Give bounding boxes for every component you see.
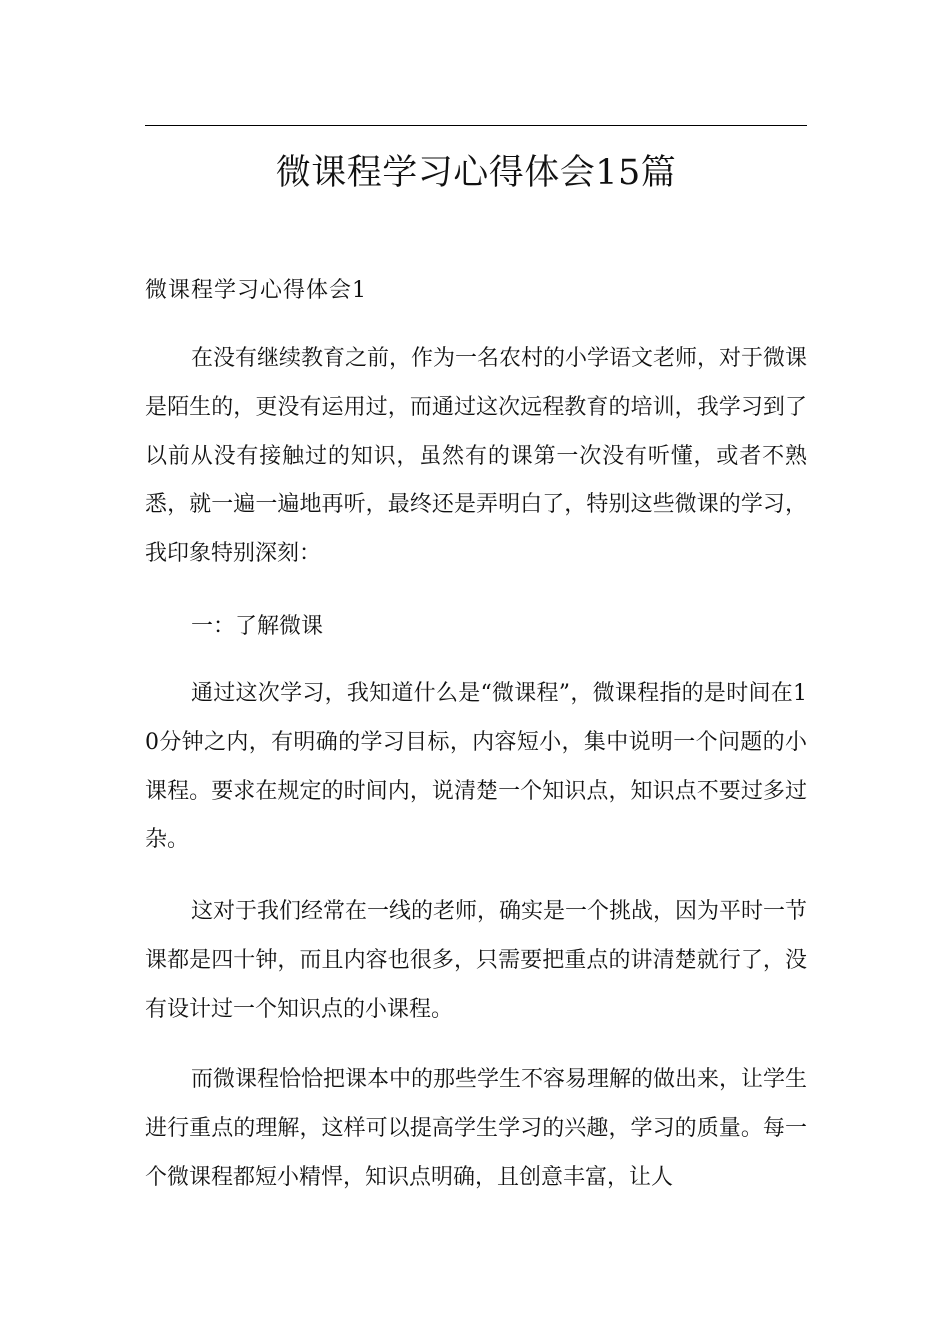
paragraph-4: 而微课程恰恰把课本中的那些学生不容易理解的做出来，让学生进行重点的理解，这样可以提高学生学习的兴趣，学习的质量。每一个微课程都短小精悍，知识点明确，且创意丰富，让人 <box>145 1067 808 1190</box>
paragraph-2: 通过这次学习，我知道什么是“微课程”，微课程指的是时间在10分钟之内，有明确的学习目标，内容短小，集中说明一个问题的小课程。要求在规定的时间内，说清楚一个知识点，知识点不要过多过杂。 <box>145 681 807 853</box>
section-heading: 微课程学习心得体会1 <box>145 278 367 303</box>
paragraph-3: 这对于我们经常在一线的老师，确实是一个挑战，因为平时一节课都是四十钟，而且内容也很多，只需要把重点的讲清楚就行了，没有设计过一个知识点的小课程。 <box>145 899 808 1022</box>
header-rule <box>145 125 807 126</box>
document-title: 微课程学习心得体会15篇 <box>275 153 677 193</box>
paragraph-1: 在没有继续教育之前，作为一名农村的小学语文老师，对于微课是陌生的，更没有运用过，而通过这次远程教育的培训，我学习到了以前从没有接触过的知识，虽然有的课第一次没有听懂，或者不熟悉，就一遍一遍地再听，最终还是弄明白了，特别这些微课的学习，我印象特别深刻： <box>145 346 808 567</box>
subheading-understand-microcourse: 一：了解微课 <box>191 614 324 639</box>
